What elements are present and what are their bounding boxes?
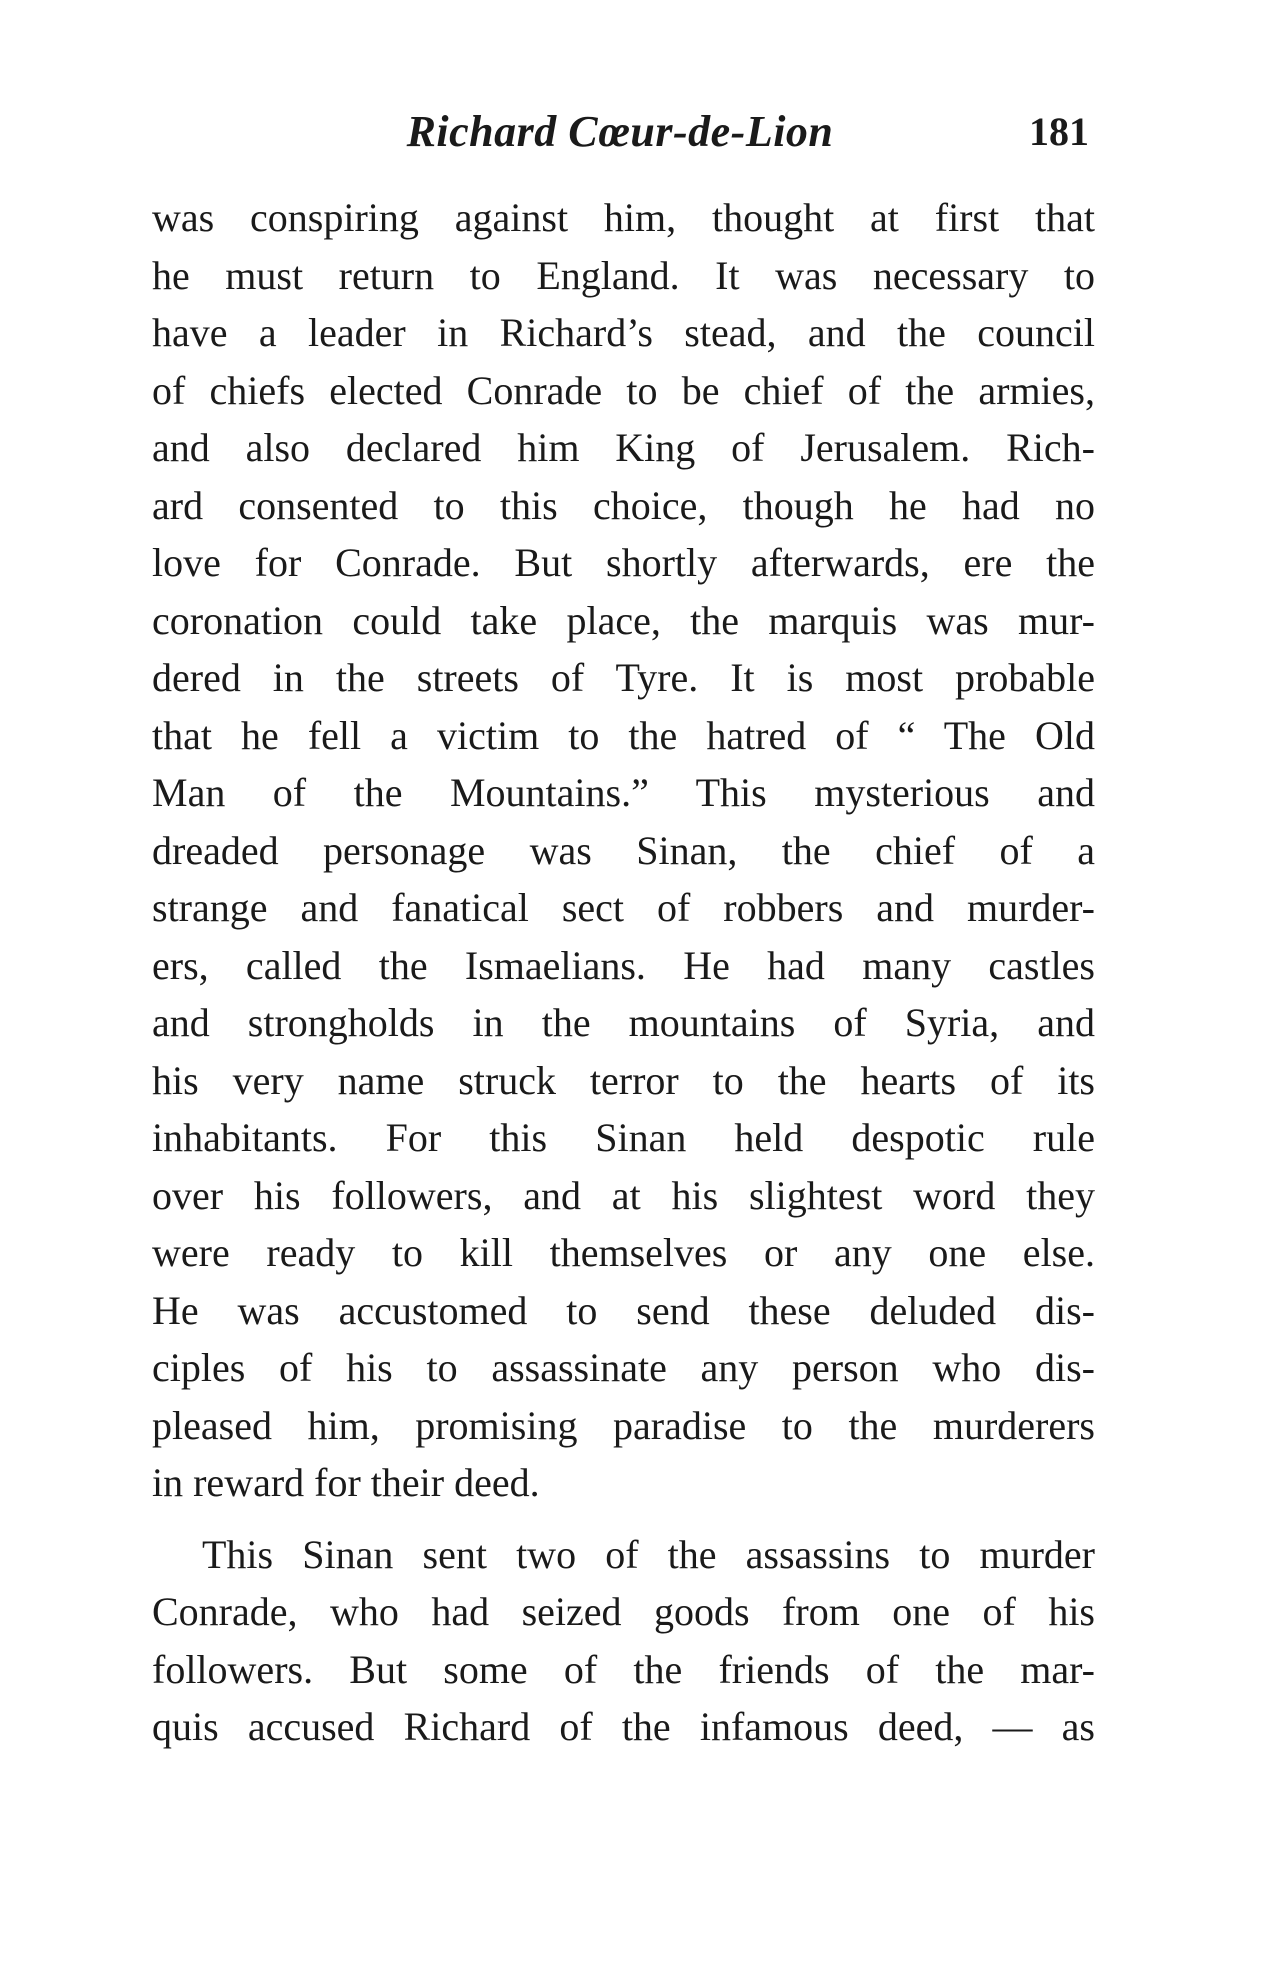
text-line: ers, called the Ismaelians. He had many castles <box>152 942 1095 988</box>
text-line: have a leader in Richard’s stead, and the council <box>152 310 1095 355</box>
text-line: dered in the streets of Tyre. It is most probable <box>152 655 1095 700</box>
text-line: quis accused Richard of the infamous deed, — as <box>152 1704 1095 1749</box>
text-line: ard consented to this choice, though he had no <box>152 482 1095 528</box>
body-text <box>152 189 1095 1756</box>
text-line: dreaded personage was Sinan, the chief of a <box>152 827 1095 873</box>
text-line: and strongholds in the mountains of Syria, and <box>152 1000 1095 1045</box>
text-line: over his followers, and at his slightest word they <box>152 1172 1095 1218</box>
text-line: He was accustomed to send these deluded dis- <box>152 1287 1095 1333</box>
text-line: of chiefs elected Conrade to be chief of the armies, <box>152 367 1095 413</box>
text-line: was conspiring against him, thought at first that <box>152 195 1095 240</box>
paragraph-2 <box>152 1526 1095 1756</box>
text-line: inhabitants. For this Sinan held despotic rule <box>152 1115 1095 1160</box>
text-line: he must return to England. It was necessary to <box>152 252 1095 298</box>
text-line: coronation could take place, the marquis was mur- <box>152 597 1095 643</box>
paragraph-1 <box>152 189 1095 1512</box>
text-line: his very name struck terror to the hearts of its <box>152 1057 1095 1103</box>
text-line: in reward for their deed. <box>152 1460 540 1505</box>
text-line: followers. But some of the friends of the mar- <box>152 1646 1095 1692</box>
text-line: were ready to kill themselves or any one else. <box>152 1230 1095 1275</box>
page-number: 181 <box>1029 109 1089 154</box>
running-title: Richard Cœur-de-Lion <box>406 107 834 156</box>
text-line: Conrade, who had seized goods from one of his <box>152 1589 1095 1634</box>
text-line: strange and fanatical sect of robbers and murder- <box>152 885 1095 930</box>
text-line: that he fell a victim to the hatred of “ The Old <box>152 712 1095 758</box>
text-line: Man of the Mountains.” This mysterious and <box>152 770 1095 815</box>
paragraph-gap <box>152 1512 1095 1526</box>
text-line: ciples of his to assassinate any person who dis- <box>152 1345 1095 1390</box>
text-line: love for Conrade. But shortly afterwards, ere the <box>152 540 1095 585</box>
running-head <box>150 102 1095 162</box>
text-line: and also declared him King of Jerusalem. Rich- <box>152 425 1095 470</box>
text-line: pleased him, promising paradise to the murderers <box>152 1402 1095 1448</box>
text-line: This Sinan sent two of the assassins to murder <box>202 1531 1095 1577</box>
